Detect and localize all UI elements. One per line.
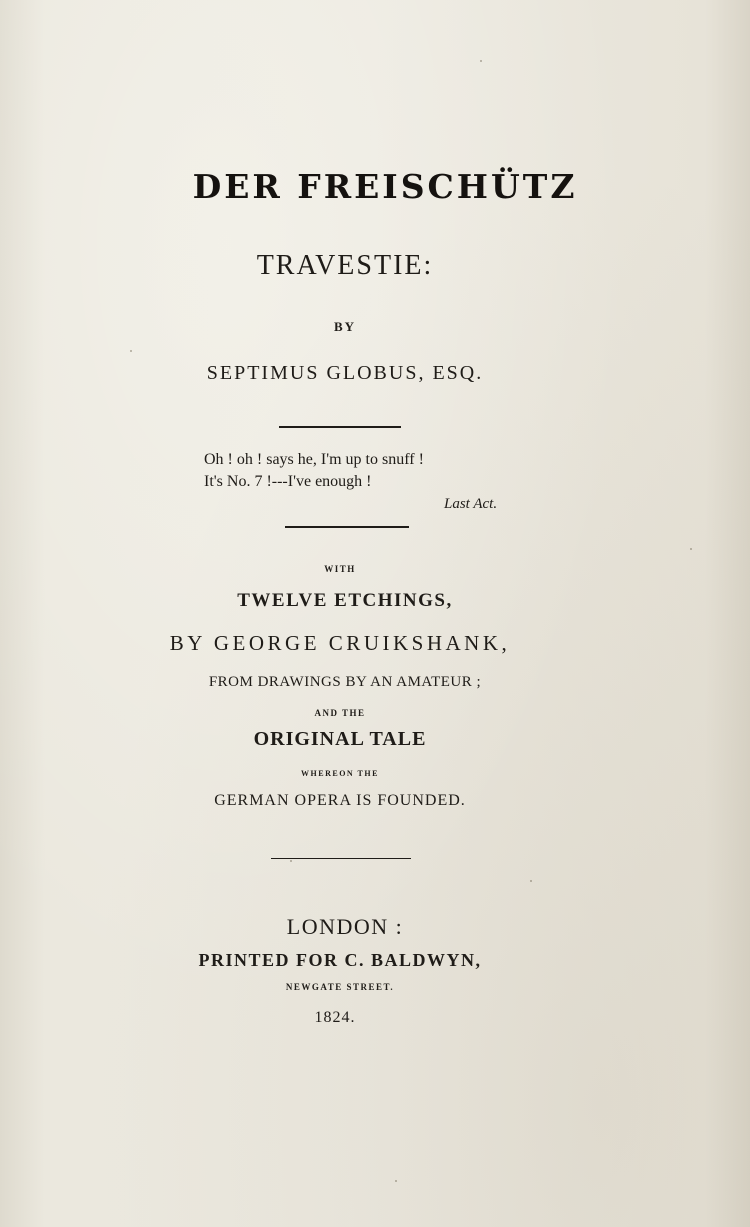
divider-rule xyxy=(279,426,401,428)
paper-speck xyxy=(530,880,532,882)
paper-speck xyxy=(395,1180,397,1182)
imprint-printer: PRINTED FOR C. BALDWYN, xyxy=(198,950,482,970)
and-the-label: AND THE xyxy=(314,708,366,718)
divider-rule xyxy=(271,858,411,859)
epigraph-source: Last Act. xyxy=(444,496,498,512)
etchings-line: TWELVE ETCHINGS, xyxy=(237,590,453,611)
with-label: WITH xyxy=(324,564,356,574)
imprint-street: NEWGATE STREET. xyxy=(285,982,395,992)
illustrator-line: BY GEORGE CRUIKSHANK, xyxy=(169,631,511,655)
imprint-city: LONDON : xyxy=(286,914,404,939)
author-name: SEPTIMUS GLOBUS, ESQ. xyxy=(206,362,484,384)
paper-speck xyxy=(480,60,482,62)
book-subtitle: TRAVESTIE: xyxy=(256,250,434,281)
paper-speck xyxy=(130,350,132,352)
opera-line: GERMAN OPERA IS FOUNDED. xyxy=(214,792,466,809)
book-title: DER FREISCHÜTZ xyxy=(192,167,578,206)
whereon-label: WHEREON THE xyxy=(301,769,379,778)
epigraph-line-1: Oh ! oh ! says he, I'm up to snuff ! xyxy=(204,451,424,468)
original-tale-line: ORIGINAL TALE xyxy=(253,728,427,750)
divider-rule xyxy=(285,526,409,528)
paper-speck xyxy=(690,548,692,550)
epigraph-line-2: It's No. 7 !---I've enough ! xyxy=(204,473,372,490)
paper-speck xyxy=(290,860,292,862)
by-label: BY xyxy=(333,319,357,334)
drawings-line: FROM DRAWINGS BY AN AMATEUR ; xyxy=(208,674,482,690)
imprint-year: 1824. xyxy=(314,1009,356,1026)
